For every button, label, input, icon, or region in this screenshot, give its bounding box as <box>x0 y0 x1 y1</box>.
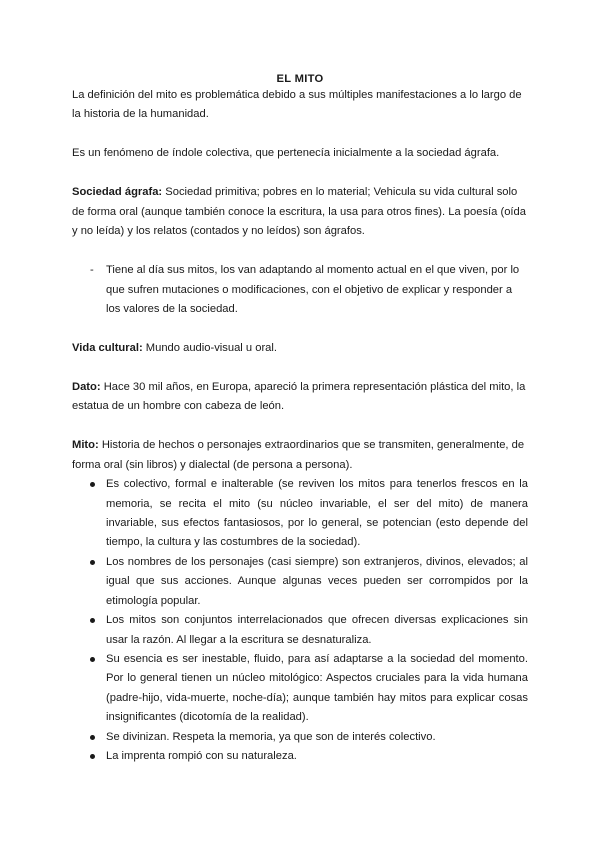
bullet-text: Se divinizan. Respeta la memoria, ya que son de interés colectivo. <box>106 730 436 743</box>
bullet-text: Los nombres de los personajes (casi siempre) son extranjeros, divinos, elevados; al igual que sus acciones. Aunque algunas veces pueden ser corrompidos por la etimología popular. <box>106 555 528 607</box>
dash-marker: - <box>90 264 94 277</box>
bullet-dot-icon <box>90 482 95 487</box>
intro-paragraph-2: Es un fenómeno de índole colectiva, que pertenecía inicialmente a la sociedad ágrafa. <box>72 147 500 160</box>
dato-text: Hace 30 mil años, en Europa, apareció la primera representación plástica del mito, la estatua de un hombre con cabeza de león. <box>72 381 526 413</box>
bullet-dot-icon <box>90 657 95 662</box>
list-item <box>72 611 528 650</box>
bullet-text: Es colectivo, formal e inalterable (se reviven los mitos para tenerlos frescos en la memoria, se recita el mito (su núcleo invariable, el ser del mito) de manera invariable, sus efectos fantasiosos, por lo general, se potencian (esto depende del tiempo, la cultura y las costumbres de la sociedad). <box>106 478 528 549</box>
intro-paragraph-1: La definición del mito es problemática debido a sus múltiples manifestaciones a lo largo de la historia de la humanidad. <box>72 89 522 121</box>
sociedad-paragraph <box>72 183 528 241</box>
mito-paragraph <box>72 436 528 475</box>
list-item <box>72 650 528 728</box>
bullet-dot-icon <box>90 560 95 565</box>
bullet-dot-icon <box>90 618 95 623</box>
vida-text: Mundo audio-visual u oral. <box>142 342 277 355</box>
list-item <box>72 728 528 747</box>
bullet-text: Su esencia es ser inestable, fluido, para así adaptarse a la sociedad del momento. Por lo general tienen un núcleo mitológico: Aspectos cruciales para la vida humana (padre-hijo, vida-muerte, noche-día); aunque también hay mitos para explicar cosas insignificantes (dicotomía de la realidad). <box>106 652 528 724</box>
bullet-text: La imprenta rompió con su naturaleza. <box>106 749 297 762</box>
list-item <box>72 747 528 766</box>
vida-paragraph <box>72 339 528 358</box>
document-page <box>72 72 528 766</box>
sociedad-label: Sociedad ágrafa: <box>72 186 163 199</box>
dato-paragraph <box>72 378 528 417</box>
sociedad-text: Sociedad primitiva; pobres en lo material; Vehicula su vida cultural solo de forma oral (aunque también conoce la escritura, la usa para otros fines). La poesía (oída y no leída) y los relatos (contados y no leídos) son ágrafos. <box>72 186 526 238</box>
dash-list <box>72 261 528 319</box>
list-item <box>72 553 528 611</box>
mito-label: Mito: <box>72 439 99 452</box>
mito-text: Historia de hechos o personajes extraordinarios que se transmiten, generalmente, de forma oral (sin libros) y dialectal (de persona a persona). <box>72 439 525 471</box>
bullet-dot-icon <box>90 754 95 759</box>
list-item <box>72 475 528 553</box>
vida-label: Vida cultural: <box>72 342 143 355</box>
bullet-list <box>72 475 528 766</box>
list-item <box>72 261 528 319</box>
bullet-text: Los mitos son conjuntos interrelacionados que ofrecen diversas explicaciones sin usar la razón. Al llegar a la escritura se desnaturaliza. <box>106 614 528 646</box>
document-title: EL MITO <box>276 73 324 85</box>
dato-label: Dato: <box>72 381 101 394</box>
dash-item-text: Tiene al día sus mitos, los van adaptando al momento actual en el que viven, por lo que sufren mutaciones o modificaciones, con el objetivo de explicar y responder a los valores de la sociedad. <box>106 264 520 316</box>
bullet-dot-icon <box>90 735 95 740</box>
